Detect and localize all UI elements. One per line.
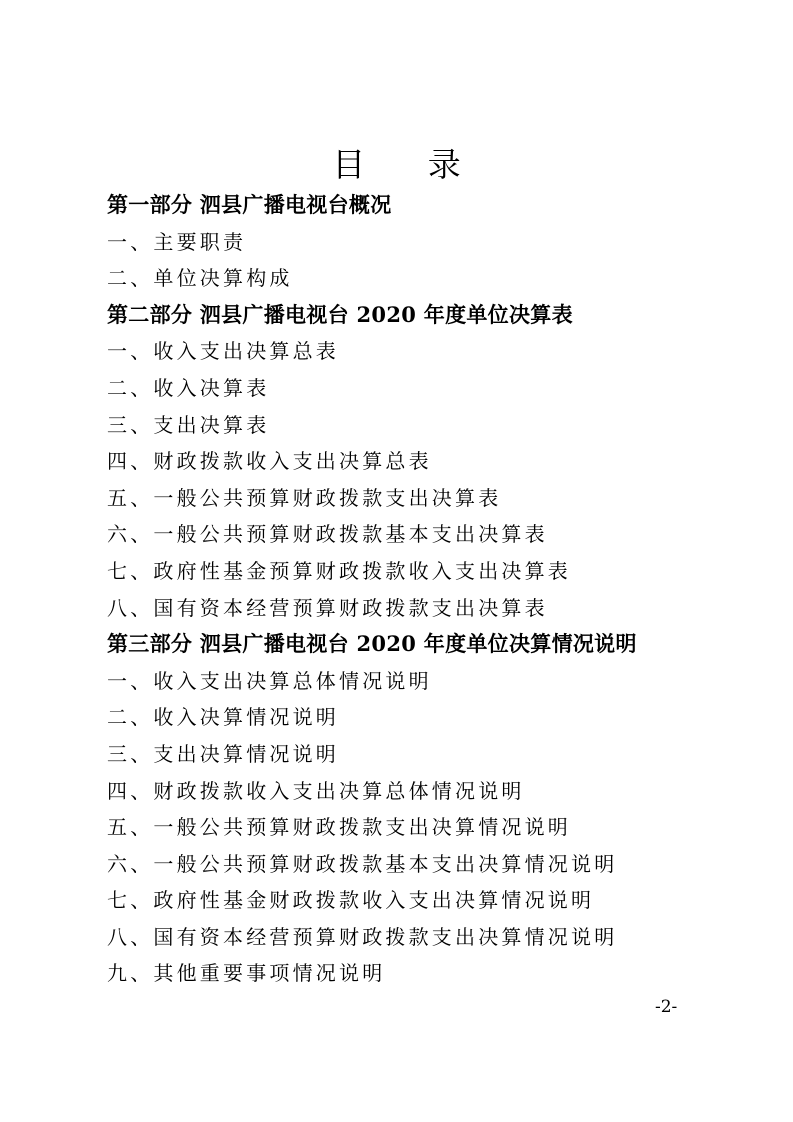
toc-item: 五、一般公共预算财政拨款支出决算情况说明 (107, 815, 571, 840)
toc-item: 一、收入支出决算总体情况说明 (107, 668, 432, 693)
toc-item: 九、其他重要事项情况说明 (107, 961, 386, 986)
toc-part-heading: 第二部分 泗县广播电视台 2020 年度单位决算表 (107, 301, 573, 327)
toc-item: 二、收入决算表 (107, 375, 270, 400)
toc-part-heading: 第三部分 泗县广播电视台 2020 年度单位决算情况说明 (107, 631, 637, 657)
toc-item: 六、一般公共预算财政拨款基本支出决算情况说明 (107, 851, 618, 876)
toc-item: 三、支出决算情况说明 (107, 741, 339, 766)
toc-item: 四、财政拨款收入支出决算总表 (107, 449, 432, 474)
toc-item: 一、主要职责 (107, 229, 247, 254)
toc-item: 二、收入决算情况说明 (107, 705, 339, 730)
toc-item: 二、单位决算构成 (107, 266, 293, 291)
toc-item: 八、国有资本经营预算财政拨款支出决算情况说明 (107, 924, 618, 949)
page-number: -2- (655, 997, 678, 1017)
toc-item: 一、收入支出决算总表 (107, 339, 339, 364)
toc-part-heading: 第一部分 泗县广播电视台概况 (107, 192, 392, 217)
toc-item: 八、国有资本经营预算财政拨款支出决算表 (107, 595, 548, 620)
toc-item: 七、政府性基金预算财政拨款收入支出决算表 (107, 558, 571, 583)
toc-item: 五、一般公共预算财政拨款支出决算表 (107, 485, 502, 510)
table-of-contents (107, 187, 747, 992)
toc-item: 三、支出决算表 (107, 412, 270, 437)
toc-item: 七、政府性基金财政拨款收入支出决算情况说明 (107, 888, 595, 913)
toc-item: 六、一般公共预算财政拨款基本支出决算表 (107, 522, 548, 547)
toc-item: 四、财政拨款收入支出决算总体情况说明 (107, 778, 525, 803)
page-title: 目 录 (332, 145, 487, 184)
